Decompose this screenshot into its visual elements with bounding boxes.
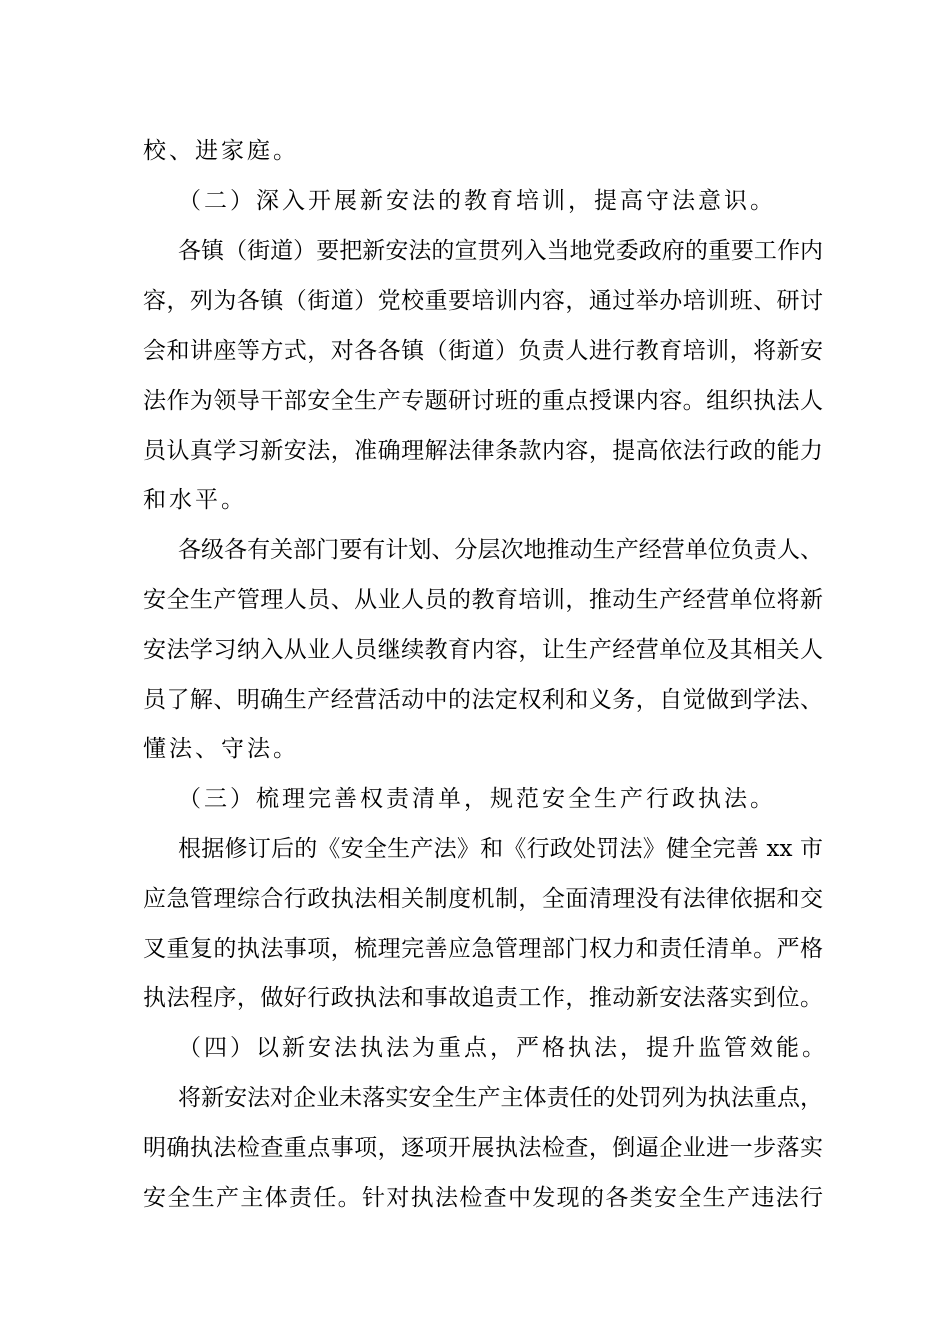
- section-heading-3: （三）梳理完善权责清单，规范安全生产行政执法。: [178, 786, 776, 812]
- text-line: 叉重复的执法事项，梳理完善应急管理部门权力和责任清单。严格: [143, 936, 823, 962]
- text-line: 根据修订后的《安全生产法》和《行政处罚法》健全完善 xx 市: [178, 836, 823, 862]
- text-line: 会和讲座等方式，对各各镇（街道）负责人进行教育培训，将新安: [143, 338, 823, 364]
- text-line: 员认真学习新安法，准确理解法律条款内容，提高依法行政的能力: [143, 438, 823, 464]
- text-line: 各镇（街道）要把新安法的宣贯列入当地党委政府的重要工作内: [178, 238, 823, 264]
- text-line: 应急管理综合行政执法相关制度机制，全面清理没有法律依据和交: [143, 886, 823, 912]
- section-heading-4: （四）以新安法执法为重点，严格执法，提升监管效能。: [178, 1035, 828, 1061]
- text-line: 和水平。: [143, 487, 247, 513]
- text-line: 明确执法检查重点事项，逐项开展执法检查，倒逼企业进一步落实: [143, 1135, 823, 1161]
- section-heading-2: （二）深入开展新安法的教育培训，提高守法意识。: [178, 188, 776, 214]
- text-line: 法作为领导干部安全生产专题研讨班的重点授课内容。组织执法人: [143, 388, 823, 414]
- text-line: 校、进家庭。: [143, 138, 299, 164]
- text-line: 员了解、明确生产经营活动中的法定权利和义务，自觉做到学法、: [143, 687, 823, 713]
- text-line: 安法学习纳入从业人员继续教育内容，让生产经营单位及其相关人: [143, 637, 823, 663]
- text-line: 执法程序，做好行政执法和事故追责工作，推动新安法落实到位。: [143, 985, 823, 1011]
- text-line: 懂法、守法。: [143, 736, 299, 762]
- text-line: 将新安法对企业未落实安全生产主体责任的处罚列为执法重点，: [178, 1085, 823, 1111]
- text-line: 各级各有关部门要有计划、分层次地推动生产经营单位负责人、: [178, 537, 823, 563]
- text-line: 容，列为各镇（街道）党校重要培训内容，通过举办培训班、研讨: [143, 288, 823, 314]
- text-line: 安全生产管理人员、从业人员的教育培训，推动生产经营单位将新: [143, 587, 823, 613]
- text-line: 安全生产主体责任。针对执法检查中发现的各类安全生产违法行: [143, 1185, 823, 1211]
